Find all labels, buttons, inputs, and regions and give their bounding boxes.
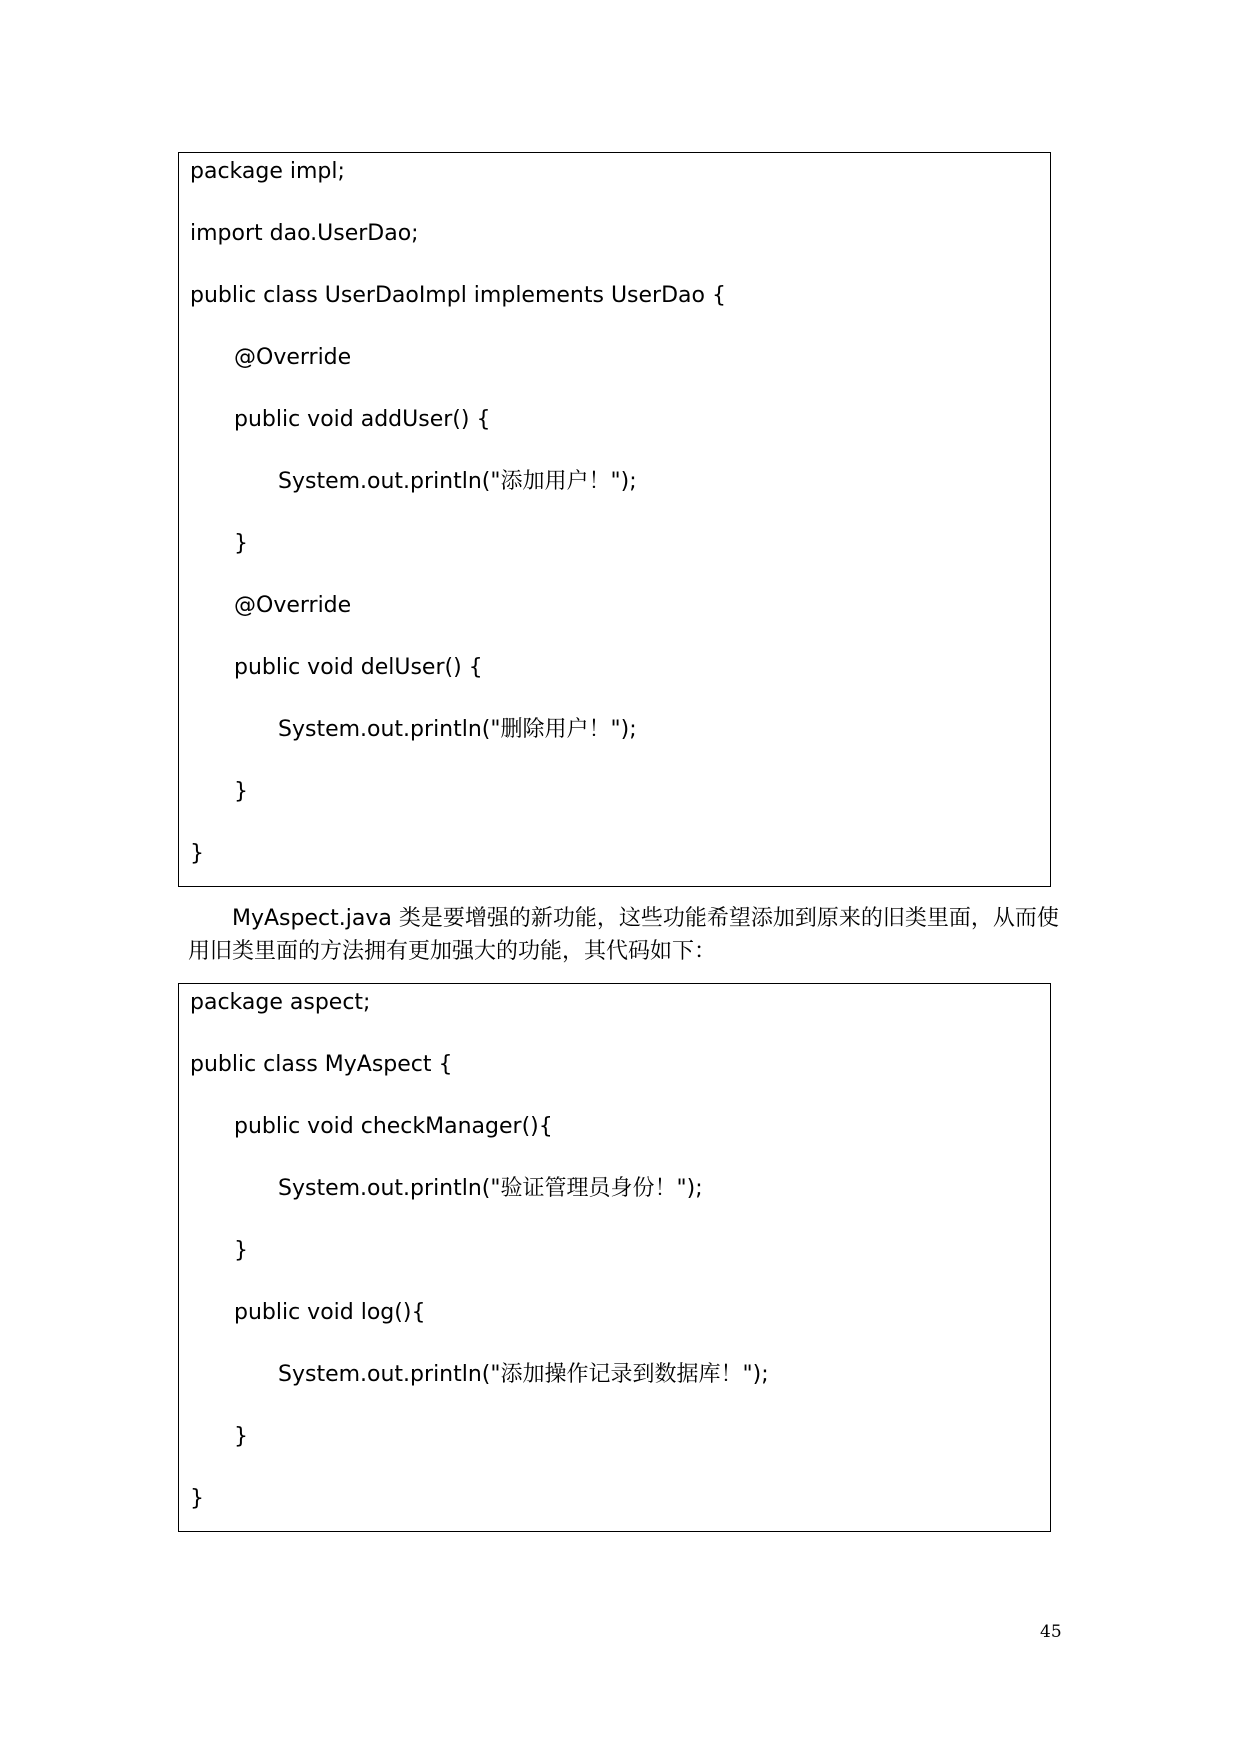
code-line: public void checkManager(){ [234, 1114, 553, 1139]
code-line: } [234, 531, 248, 556]
code-line: System.out.println("删除用户！"); [278, 717, 637, 742]
code-line: System.out.println("验证管理员身份！"); [278, 1176, 703, 1201]
code-line: } [190, 1486, 204, 1511]
code-block-myaspect [178, 983, 1051, 1532]
code-line: @Override [234, 593, 352, 618]
code-line: import dao.UserDao; [190, 221, 419, 246]
code-line: public class UserDaoImpl implements UserDao { [190, 283, 726, 308]
code-line: } [234, 1238, 248, 1263]
code-line: package aspect; [190, 990, 371, 1015]
code-line: public void delUser() { [234, 655, 483, 680]
code-block-userdaoimpl [178, 152, 1051, 887]
code-line: public void addUser() { [234, 407, 491, 432]
code-line: public class MyAspect { [190, 1052, 453, 1077]
code-line: package impl; [190, 159, 345, 184]
body-paragraph: MyAspect.java 类是要增强的新功能，这些功能希望添加到原来的旧类里面，从而使用旧类里面的方法拥有更加强大的功能，其代码如下： [188, 906, 1059, 964]
code-line: @Override [234, 345, 352, 370]
code-line: System.out.println("添加操作记录到数据库！"); [278, 1362, 769, 1387]
code-line: System.out.println("添加用户！"); [278, 469, 637, 494]
code-line: public void log(){ [234, 1300, 426, 1325]
code-line: } [234, 1424, 248, 1449]
code-line: } [190, 841, 204, 866]
page-number: 45 [1040, 1622, 1062, 1642]
code-line: } [234, 779, 248, 804]
